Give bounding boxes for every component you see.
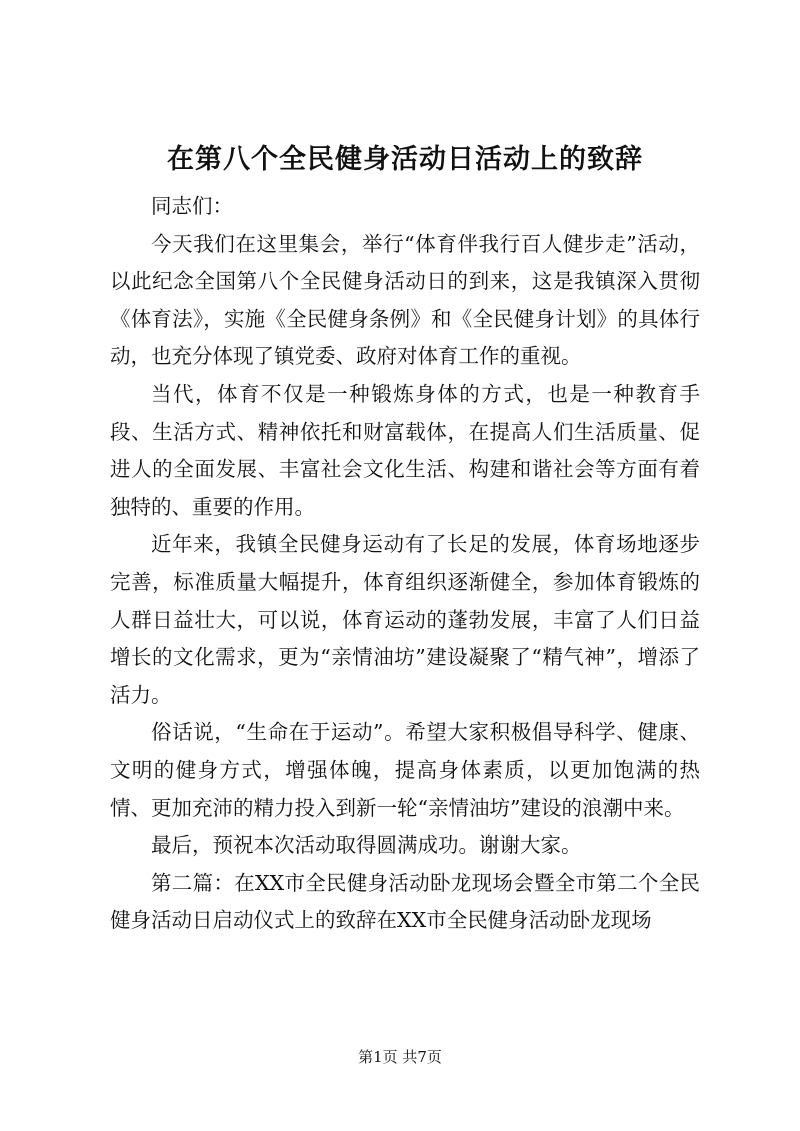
paragraph: 近年来，我镇全民健身运动有了长足的发展，体育场地逐步完善，标准质量大幅提升，体育组织逐渐健全，参加体育锻炼的人群日益壮大，可以说，体育运动的蓬勃发展，丰富了人们日益增长的文化需求，更为“亲情油坊”建设凝聚了“精气神”，增添了活力。 <box>110 532 700 707</box>
paragraph-second-article: 第二篇：在XX市全民健身活动卧龙现场会暨全市第二个全民健身活动日启动仪式上的致辞在XX市全民健身活动卧龙现场 <box>110 870 700 933</box>
document-title: 在第八个全民健身活动日活动上的致辞 <box>167 144 643 175</box>
document-body <box>110 188 700 940</box>
page-number-footer: 第1页 共7页 <box>358 1048 442 1066</box>
paragraph: 今天我们在这里集会，举行“体育伴我行百人健步走”活动，以此纪念全国第八个全民健身活动日的到来，这是我镇深入贯彻《体育法》，实施《全民健身条例》和《全民健身计划》的具体行动，也充分体现了镇党委、政府对体育工作的重视。 <box>110 231 700 369</box>
paragraph: 当代，体育不仅是一种锻炼身体的方式，也是一种教育手段、生活方式、精神依托和财富载体，在提高人们生活质量、促进人的全面发展、丰富社会文化生活、构建和谐社会等方面有着独特的、重要的作用。 <box>110 381 700 519</box>
paragraph: 俗话说，“生命在于运动”。希望大家积极倡导科学、健康、文明的健身方式，增强体魄，提高身体素质，以更加饱满的热情、更加充沛的精力投入到新一轮“亲情油坊”建设的浪潮中来。 <box>110 720 700 820</box>
paragraph: 最后，预祝本次活动取得圆满成功。谢谢大家。 <box>151 833 582 858</box>
paragraph-greeting: 同志们： <box>151 194 233 218</box>
